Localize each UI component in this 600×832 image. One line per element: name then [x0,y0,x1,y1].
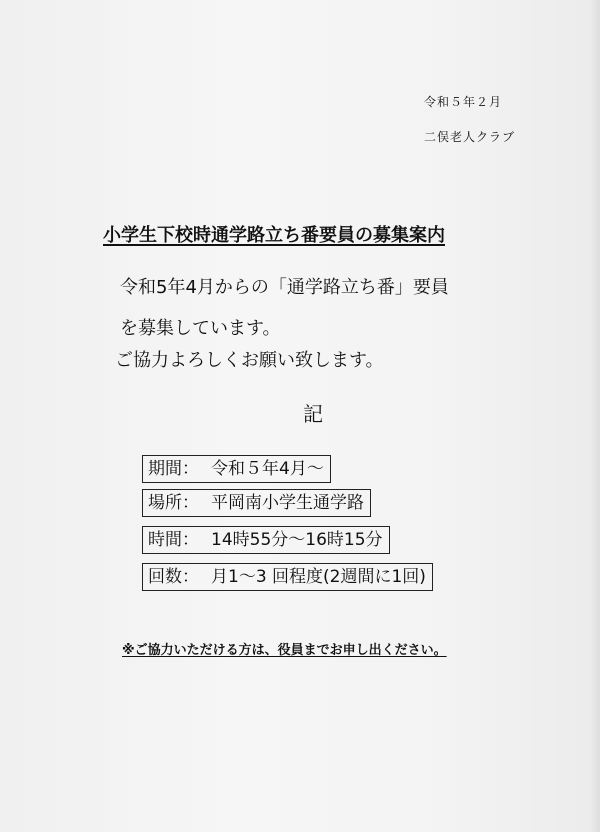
detail-time-value: 14時55分～16時15分 [211,530,383,550]
detail-period [142,455,331,483]
contact-note: ※ご協力いただける方は、役員までお申し出ください。 [122,643,447,658]
detail-time-label: 時間： [148,530,199,550]
issue-date: 令和５年２月 [424,95,503,109]
body-line-1: 令和5年4月からの「通学路立ち番」要員 [120,277,449,298]
detail-place-label: 場所： [148,493,199,513]
document-title: 小学生下校時通学路立ち番要員の募集案内 [103,225,445,246]
detail-place-value: 平岡南小学生通学路 [211,493,364,513]
detail-period-value: 令和５年4月～ [211,459,324,479]
ki-heading: 記 [303,402,323,426]
body-line-3: ご協力よろしくお願い致します。 [115,350,384,371]
detail-place [142,489,371,517]
organization-name: 二俣老人クラブ [424,130,516,144]
detail-frequency [142,563,433,591]
detail-frequency-value: 月1～3 回程度(2週間に1回) [211,567,426,587]
detail-period-label: 期間： [148,459,199,479]
detail-frequency-label: 回数： [148,567,199,587]
detail-time [142,526,390,554]
body-line-2: を募集しています。 [120,318,281,339]
